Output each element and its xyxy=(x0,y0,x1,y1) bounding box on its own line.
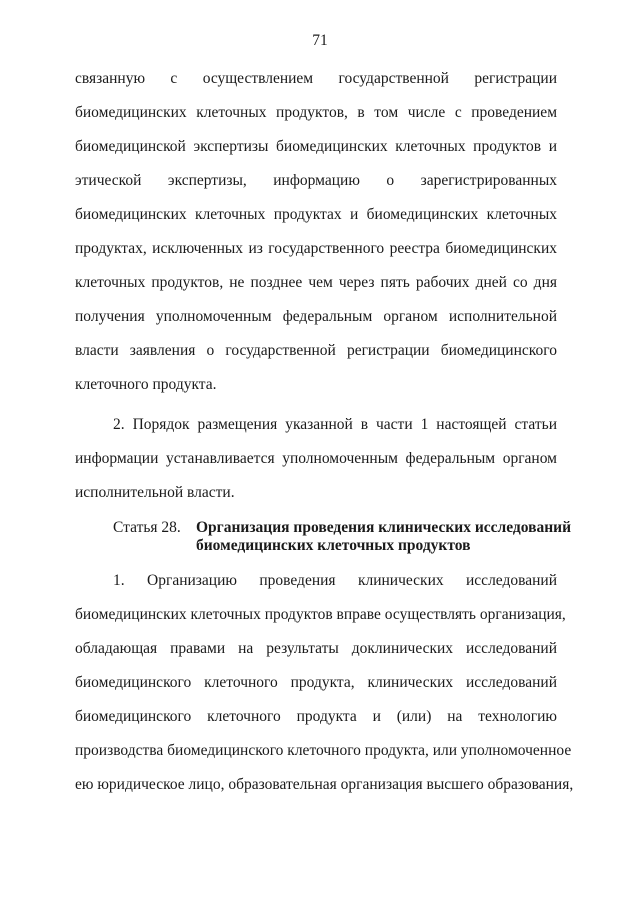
text-line: биомедицинских клеточных продуктов вправе осуществлять организация, xyxy=(75,606,566,623)
text-line: биомедицинской экспертизы биомедицинских клеточных продуктов и xyxy=(75,138,557,155)
text-line: власти заявления о государственной регистрации биомедицинского xyxy=(75,342,557,359)
text-line: продуктах, исключенных из государственного реестра биомедицинских xyxy=(75,240,557,257)
text-line: биомедицинских клеточных продуктах и биомедицинских клеточных xyxy=(75,206,557,223)
text-line: клеточных продуктов, не позднее чем через пять рабочих дней со дня xyxy=(75,274,557,291)
text-line: производства биомедицинского клеточного продукта, или уполномоченное xyxy=(75,742,572,759)
paragraph-continuation xyxy=(75,70,557,410)
text-line: связанную с осуществлением государственной регистрации xyxy=(75,70,557,87)
text-line: информации устанавливается уполномоченным федеральным органом xyxy=(75,450,557,467)
text-line: ею юридическое лицо, образовательная организация высшего образования, xyxy=(75,776,574,793)
text-line: исполнительной власти. xyxy=(75,484,235,501)
text-line: клеточного продукта. xyxy=(75,376,217,393)
article-title-line: Организация проведения клинических исследований xyxy=(196,519,572,536)
paragraph-2 xyxy=(75,416,557,518)
paragraph-3 xyxy=(75,572,574,810)
text-line: 1. Организацию проведения клинических исследований xyxy=(113,572,557,589)
article-title-line: биомедицинских клеточных продуктов xyxy=(196,537,471,554)
text-line: этической экспертизы, информацию о зарегистрированных xyxy=(75,172,557,189)
article-label: Статья 28. xyxy=(113,519,181,536)
text-line: 2. Порядок размещения указанной в части 1 настоящей статьи xyxy=(113,416,557,433)
text-line: биомедицинского клеточного продукта и (или) на технологию xyxy=(75,708,557,725)
article-title xyxy=(196,519,572,555)
page-number: 71 xyxy=(312,32,328,49)
text-line: получения уполномоченным федеральным органом исполнительной xyxy=(75,308,557,325)
text-line: биомедицинских клеточных продуктов, в том числе с проведением xyxy=(75,104,557,121)
text-line: биомедицинского клеточного продукта, клинических исследований xyxy=(75,674,557,691)
text-line: обладающая правами на результаты доклинических исследований xyxy=(75,640,557,657)
